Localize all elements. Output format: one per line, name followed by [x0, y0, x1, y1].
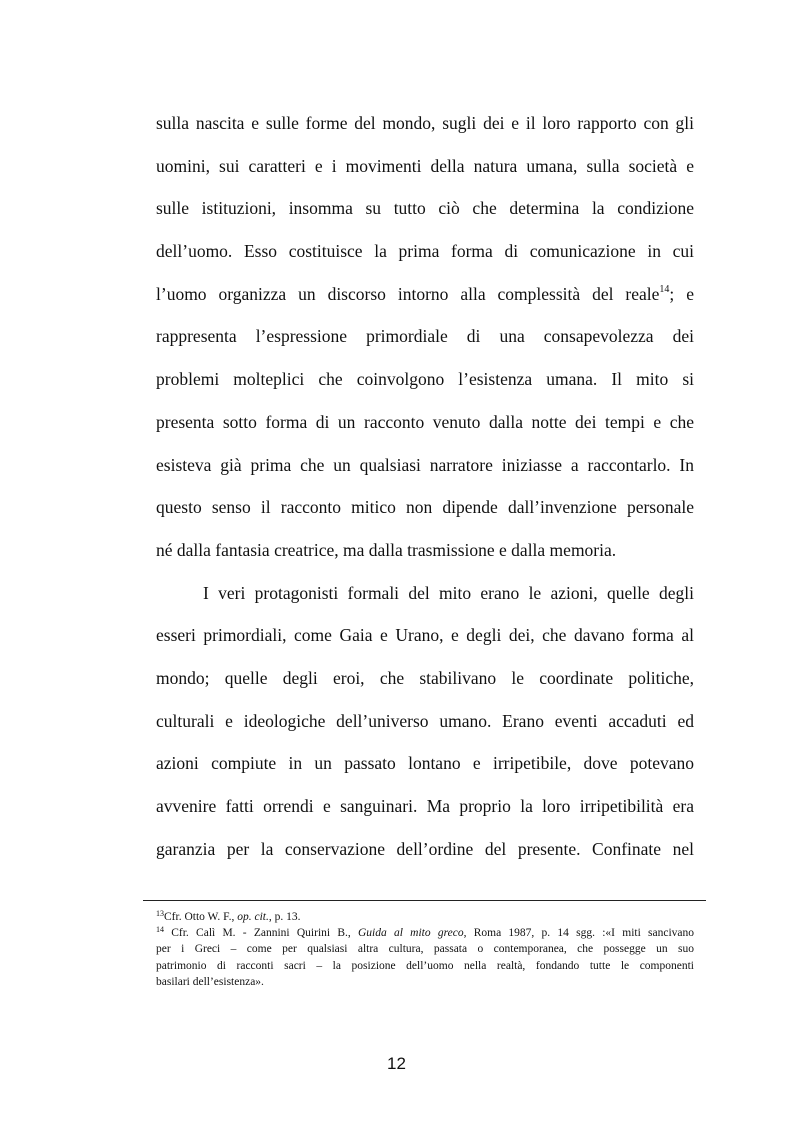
text-segment: ; e — [669, 283, 694, 304]
text-line: esseri primordiali, come Gaia e Urano, e degli dei, che davano forma al — [156, 625, 694, 646]
footnote-14-line: per i Greci – come per qualsiasi altra cultura, passata o contemporanea, che possegge un suo — [156, 943, 694, 956]
text-line: presenta sotto forma di un racconto venuto dalla notte dei tempi e che — [156, 411, 694, 432]
text-line: avvenire fatti orrendi e sanguinari. Ma proprio la loro irripetibilità era — [156, 796, 694, 816]
text-line: problemi molteplici che coinvolgono l’esistenza umana. Il mito si — [156, 369, 694, 390]
footnote-title: Guida al mito greco — [357, 927, 464, 940]
footnote-text: , p. 13. — [268, 911, 301, 923]
footnote-title: op. cit. — [237, 911, 269, 923]
page-number: 12 — [387, 1054, 406, 1073]
text-line: culturali e ideologiche dell’universo umano. Erano eventi accaduti ed — [156, 710, 694, 731]
main-text — [156, 102, 694, 870]
text-line: azioni compiute in un passato lontano e irripetibile, dove potevano — [156, 753, 694, 774]
footnotes — [156, 909, 694, 990]
footnote-13 — [156, 909, 694, 925]
footnote-14 — [156, 925, 694, 941]
text-line: esisteva già prima che un qualsiasi narratore iniziasse a raccontarlo. In — [156, 454, 694, 475]
text-line: sulla nascita e sulle forme del mondo, sugli dei e il loro rapporto con gli — [156, 113, 694, 133]
footnote-number: 14 — [156, 925, 164, 935]
text-segment: l’uomo organizza un discorso intorno alla complessità del reale — [156, 283, 660, 304]
footnote-number: 13 — [156, 909, 164, 918]
text-line: mondo; quelle degli eroi, che stabilivano le coordinate politiche, — [156, 667, 694, 688]
footnote-text: Cfr. Calì M. - Zannini Quirini B., — [164, 927, 358, 940]
footnote-divider — [143, 900, 706, 901]
footnote-text: Cfr. Otto W. F., — [164, 911, 238, 923]
text-line: I veri protagonisti formali del mito erano le azioni, quelle degli — [203, 582, 694, 603]
footnote-ref-14[interactable]: 14 — [659, 283, 670, 295]
text-line: né dalla fantasia creatrice, ma dalla trasmissione e dalla memoria. — [156, 539, 617, 560]
text-line: rappresenta l’espressione primordiale di una consapevolezza dei — [156, 326, 694, 347]
footnote-text: , Roma 1987, p. 14 sgg. :«I miti sancivano — [463, 927, 695, 940]
text-line: uomini, sui caratteri e i movimenti della natura umana, sulla società e — [156, 155, 694, 176]
footnote-14-line: basilari dell’esistenza». — [156, 975, 264, 988]
text-line — [156, 273, 694, 316]
text-line: dell’uomo. Esso costituisce la prima forma di comunicazione in cui — [156, 241, 694, 262]
text-line: garanzia per la conservazione dell’ordine del presente. Confinate nel — [156, 838, 694, 859]
text-line: sulle istituzioni, insomma su tutto ciò che determina la condizione — [156, 198, 694, 219]
text-line: questo senso il racconto mitico non dipende dall’invenzione personale — [156, 497, 694, 518]
footnote-14-line: patrimonio di racconti sacri – la posizione dell’uomo nella realtà, fondando tutte le componenti — [156, 959, 694, 972]
